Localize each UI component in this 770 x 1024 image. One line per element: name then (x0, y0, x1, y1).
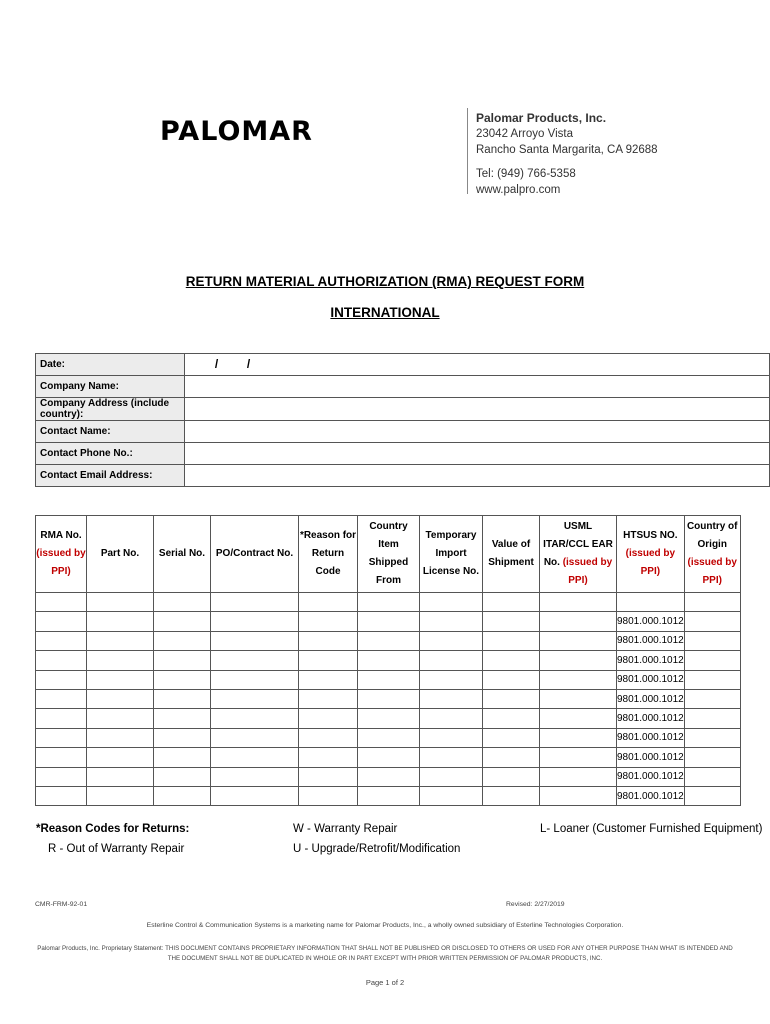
table-cell[interactable] (87, 728, 154, 747)
column-header-label: Country Item Shipped From (368, 521, 409, 586)
table-cell[interactable] (299, 748, 358, 767)
column-header (299, 516, 358, 593)
table-cell[interactable] (420, 593, 483, 612)
table-cell[interactable] (36, 612, 87, 631)
table-cell[interactable] (154, 728, 211, 747)
proprietary-statement: Palomar Products, Inc. Proprietary Statement: THIS DOCUMENT CONTAINS PROPRIETARY INFORMATION THAT SHALL NOT BE PUBLISHED OR DISCLOSED TO OTHERS OR USED FOR ANY OTHER PURPOSE THAN WHAT IS INTENDED AND THE DOCUMENT SHALL NOT BE DUPLICATED IN WHOLE OR IN PART EXCEPT WITH PRIOR WRITTEN PERMISSION OF PALOMAR PRODUCTS, INC. (37, 945, 733, 962)
table-cell[interactable] (36, 651, 87, 670)
table-cell[interactable] (87, 670, 154, 689)
table-cell[interactable] (540, 748, 617, 767)
info-value-field[interactable] (184, 443, 769, 465)
table-cell[interactable] (299, 767, 358, 786)
table-cell[interactable] (36, 689, 87, 708)
reason-codes-middle (293, 819, 460, 859)
table-cell[interactable] (299, 593, 358, 612)
info-label: Contact Email Address: (36, 465, 185, 487)
table-cell[interactable] (684, 689, 740, 708)
table-cell[interactable] (420, 709, 483, 728)
table-cell[interactable] (154, 670, 211, 689)
table-cell[interactable] (420, 786, 483, 805)
table-cell[interactable] (358, 689, 420, 708)
table-row (36, 786, 741, 805)
form-subtitle: INTERNATIONAL (330, 305, 440, 320)
table-row (36, 767, 741, 786)
table-cell[interactable] (299, 651, 358, 670)
info-label: Date: (36, 354, 185, 376)
table-row (36, 709, 741, 728)
table-cell[interactable] (420, 651, 483, 670)
table-cell[interactable] (154, 612, 211, 631)
column-header-label: Temporary Import License No. (422, 530, 480, 577)
table-cell[interactable] (358, 670, 420, 689)
page-number: Page 1 of 2 (365, 978, 405, 987)
table-cell[interactable] (211, 670, 299, 689)
htsus-cell[interactable]: 9801.000.1012 (617, 748, 685, 767)
table-cell[interactable] (211, 767, 299, 786)
table-cell[interactable] (684, 786, 740, 805)
info-row (36, 421, 770, 443)
table-cell[interactable] (358, 651, 420, 670)
info-label: Company Name: (36, 376, 185, 398)
column-header (358, 516, 420, 593)
table-cell[interactable] (540, 709, 617, 728)
table-cell[interactable] (299, 631, 358, 650)
table-cell[interactable] (684, 670, 740, 689)
column-header (483, 516, 540, 593)
column-header-label: PO/Contract No. (215, 548, 294, 559)
table-row (36, 651, 741, 670)
reason-codes-heading: *Reason Codes for Returns: (36, 823, 190, 835)
table-cell[interactable] (540, 786, 617, 805)
column-header-label: USML ITAR/CCL EAR No. (543, 521, 613, 568)
date-separator: / (246, 357, 251, 371)
rma-items-table (35, 515, 741, 806)
marketing-statement: Esterline Control & Communication Systems is a marketing name for Palomar Products, Inc., a wholly owned subsidiary of Esterline Technologies Corporation. (146, 922, 624, 929)
htsus-cell[interactable]: 9801.000.1012 (617, 786, 685, 805)
table-cell[interactable] (87, 748, 154, 767)
table-row (36, 631, 741, 650)
table-cell[interactable] (540, 728, 617, 747)
table-cell[interactable] (36, 728, 87, 747)
table-cell[interactable] (420, 748, 483, 767)
table-cell[interactable] (87, 612, 154, 631)
htsus-cell[interactable]: 9801.000.1012 (617, 689, 685, 708)
table-cell[interactable] (540, 612, 617, 631)
reason-code-l: L- Loaner (Customer Furnished Equipment) (540, 823, 763, 835)
htsus-cell[interactable]: 9801.000.1012 (617, 651, 685, 670)
table-cell[interactable] (154, 767, 211, 786)
table-cell[interactable] (358, 767, 420, 786)
table-cell[interactable] (420, 728, 483, 747)
table-cell[interactable] (483, 631, 540, 650)
table-row (36, 593, 741, 612)
issued-by-ppi-note: (issued by PPI) (687, 557, 737, 586)
table-cell[interactable] (483, 612, 540, 631)
table-cell[interactable] (684, 631, 740, 650)
htsus-cell[interactable]: 9801.000.1012 (617, 709, 685, 728)
table-cell[interactable] (420, 689, 483, 708)
table-cell[interactable] (299, 709, 358, 728)
table-cell[interactable] (684, 748, 740, 767)
table-cell[interactable] (299, 612, 358, 631)
table-cell[interactable] (36, 593, 87, 612)
table-cell[interactable] (87, 593, 154, 612)
issued-by-ppi-note: (issued by PPI) (562, 557, 613, 586)
table-cell[interactable] (483, 689, 540, 708)
info-row (36, 376, 770, 398)
table-cell[interactable] (154, 631, 211, 650)
table-cell[interactable] (87, 767, 154, 786)
table-cell[interactable] (420, 767, 483, 786)
header-divider (467, 108, 468, 194)
table-cell[interactable] (211, 651, 299, 670)
table-cell[interactable] (36, 767, 87, 786)
form-number: CMR-FRM-92-01 (35, 901, 88, 908)
table-cell[interactable] (36, 670, 87, 689)
info-value-field[interactable] (184, 421, 769, 443)
table-cell[interactable] (87, 631, 154, 650)
table-cell[interactable] (211, 786, 299, 805)
table-cell[interactable] (358, 631, 420, 650)
htsus-cell[interactable]: 9801.000.1012 (617, 631, 685, 650)
info-row (36, 465, 770, 487)
table-cell[interactable] (483, 593, 540, 612)
info-label: Contact Phone No.: (36, 443, 185, 465)
column-header (540, 516, 617, 593)
revision-date: Revised: 2/27/2019 (506, 901, 565, 908)
htsus-cell[interactable]: 9801.000.1012 (617, 767, 685, 786)
htsus-cell[interactable]: 9801.000.1012 (617, 728, 685, 747)
info-value-field[interactable] (184, 376, 769, 398)
column-header (154, 516, 211, 593)
contact-info-table (35, 353, 770, 487)
table-cell[interactable] (684, 651, 740, 670)
table-cell[interactable] (420, 631, 483, 650)
column-header (87, 516, 154, 593)
info-label: Contact Name: (36, 421, 185, 443)
table-cell[interactable] (36, 748, 87, 767)
table-cell[interactable] (299, 786, 358, 805)
table-cell[interactable] (684, 767, 740, 786)
table-cell[interactable] (211, 631, 299, 650)
reason-code-r: R - Out of Warranty Repair (48, 843, 185, 855)
company-name: Palomar Products, Inc. (476, 111, 607, 125)
table-cell[interactable] (483, 767, 540, 786)
table-cell[interactable] (211, 728, 299, 747)
column-header (420, 516, 483, 593)
table-cell[interactable] (684, 709, 740, 728)
table-cell[interactable] (299, 728, 358, 747)
table-cell[interactable] (87, 786, 154, 805)
table-cell[interactable] (211, 748, 299, 767)
table-cell[interactable] (87, 689, 154, 708)
date-separator: / (214, 357, 219, 371)
reason-code-w: W - Warranty Repair (293, 823, 398, 835)
table-cell[interactable] (483, 651, 540, 670)
info-value-field[interactable] (184, 465, 769, 487)
table-cell[interactable] (684, 728, 740, 747)
table-cell[interactable] (420, 670, 483, 689)
table-cell[interactable] (87, 651, 154, 670)
table-cell[interactable] (36, 786, 87, 805)
table-cell[interactable] (617, 593, 685, 612)
info-label: Company Address (include country): (36, 398, 185, 421)
table-cell[interactable] (211, 593, 299, 612)
htsus-cell[interactable]: 9801.000.1012 (617, 612, 685, 631)
reason-codes-left (36, 819, 189, 859)
company-web: www.palpro.com (476, 184, 561, 196)
issued-by-ppi-note: (issued by PPI) (36, 548, 86, 577)
table-cell[interactable] (684, 612, 740, 631)
table-cell[interactable] (358, 748, 420, 767)
table-row (36, 612, 741, 631)
table-cell[interactable] (299, 689, 358, 708)
table-cell[interactable] (540, 631, 617, 650)
company-address-block (476, 110, 658, 198)
table-row (36, 670, 741, 689)
table-cell[interactable] (684, 593, 740, 612)
table-cell[interactable] (154, 593, 211, 612)
table-cell[interactable] (211, 709, 299, 728)
table-cell[interactable] (358, 728, 420, 747)
table-cell[interactable] (483, 709, 540, 728)
table-cell[interactable] (420, 612, 483, 631)
column-header-label: RMA No. (40, 530, 82, 541)
table-cell[interactable] (483, 786, 540, 805)
column-header-label: Part No. (100, 548, 140, 559)
table-cell[interactable] (540, 767, 617, 786)
column-header-label: Serial No. (158, 548, 206, 559)
table-cell[interactable] (358, 709, 420, 728)
table-cell[interactable] (540, 651, 617, 670)
table-cell[interactable] (483, 728, 540, 747)
column-header-label: Country of Origin (686, 521, 738, 550)
info-row (36, 354, 770, 376)
form-title: RETURN MATERIAL AUTHORIZATION (RMA) REQUEST FORM (185, 274, 585, 289)
table-row (36, 689, 741, 708)
table-cell[interactable] (211, 612, 299, 631)
table-cell[interactable] (540, 689, 617, 708)
table-cell[interactable] (154, 689, 211, 708)
table-cell[interactable] (154, 709, 211, 728)
table-cell[interactable] (540, 593, 617, 612)
table-cell[interactable] (36, 631, 87, 650)
column-header (617, 516, 685, 593)
column-header-label: HTSUS NO. (623, 530, 678, 541)
reason-code-u: U - Upgrade/Retrofit/Modification (293, 843, 461, 855)
table-cell[interactable] (154, 748, 211, 767)
htsus-cell[interactable]: 9801.000.1012 (617, 670, 685, 689)
company-tel: Tel: (949) 766-5358 (476, 168, 576, 180)
table-cell[interactable] (154, 786, 211, 805)
table-cell[interactable] (358, 612, 420, 631)
table-cell[interactable] (483, 748, 540, 767)
table-cell[interactable] (299, 670, 358, 689)
table-cell[interactable] (358, 593, 420, 612)
table-cell[interactable] (540, 670, 617, 689)
column-header (211, 516, 299, 593)
info-row (36, 398, 770, 421)
table-row (36, 728, 741, 747)
column-header-label: Value of Shipment (488, 539, 534, 568)
company-street: 23042 Arroyo Vista (476, 128, 573, 140)
info-value-field[interactable] (184, 398, 769, 421)
info-row (36, 443, 770, 465)
table-cell[interactable] (87, 709, 154, 728)
company-city: Rancho Santa Margarita, CA 92688 (476, 144, 658, 156)
column-header (684, 516, 740, 593)
column-header-label: *Reason for Return Code (299, 530, 357, 577)
table-cell[interactable] (154, 651, 211, 670)
info-value-field[interactable] (184, 354, 769, 376)
table-row (36, 748, 741, 767)
column-header (36, 516, 87, 593)
table-cell[interactable] (36, 709, 87, 728)
table-cell[interactable] (358, 786, 420, 805)
issued-by-ppi-note: (issued by PPI) (625, 548, 676, 577)
table-cell[interactable] (483, 670, 540, 689)
palomar-logo: PALOMAR (160, 116, 313, 147)
table-cell[interactable] (211, 689, 299, 708)
